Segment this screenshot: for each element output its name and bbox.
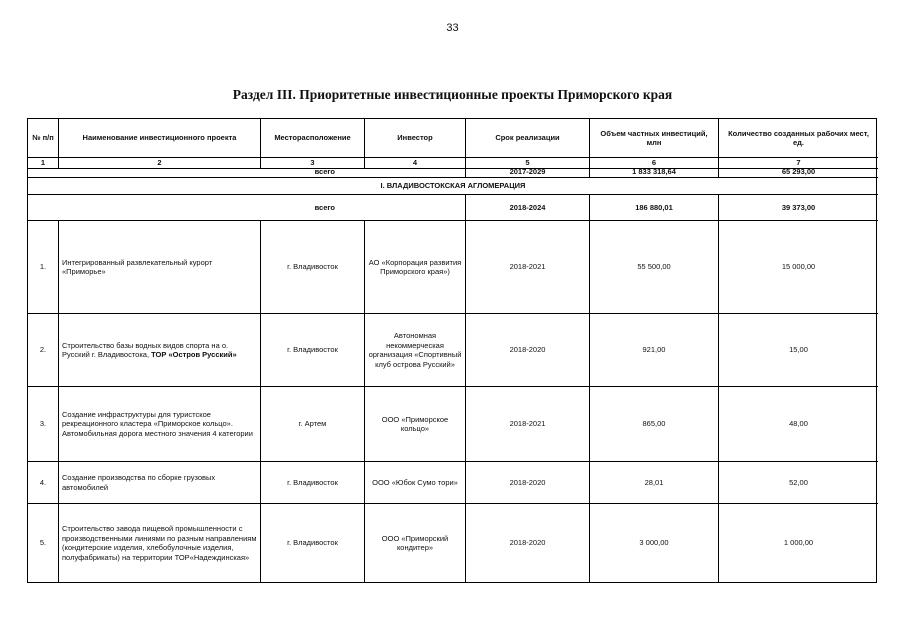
header-cell: Месторасположение xyxy=(261,119,365,158)
section-total-jobs: 39 373,00 xyxy=(719,195,878,221)
column-number: 3 xyxy=(261,158,365,169)
section-name: I. ВЛАДИВОСТОКСКАЯ АГЛОМЕРАЦИЯ xyxy=(28,177,878,195)
project-period: 2018-2020 xyxy=(466,314,590,387)
table-row xyxy=(28,387,876,462)
project-investor: ООО «Приморский кондитер» xyxy=(365,504,466,582)
total-label: всего xyxy=(28,167,466,178)
header-cell: Количество созданных рабочих мест, ед. xyxy=(719,119,878,158)
project-period: 2018-2021 xyxy=(466,387,590,462)
grand-total-row xyxy=(28,167,876,177)
section-total-label: всего xyxy=(28,195,466,221)
section-total-investment: 186 880,01 xyxy=(590,195,719,221)
section-total-row xyxy=(28,195,876,221)
section-total-period: 2018-2024 xyxy=(466,195,590,221)
column-number: 5 xyxy=(466,158,590,169)
column-number: 6 xyxy=(590,158,719,169)
project-location: г. Владивосток xyxy=(261,504,365,582)
project-investor: АО «Корпорация развития Приморского края») xyxy=(365,221,466,314)
project-investor: ООО «Приморское кольцо» xyxy=(365,387,466,462)
header-cell: Инвестор xyxy=(365,119,466,158)
row-number: 2. xyxy=(28,314,59,387)
header-cell: Срок реализации xyxy=(466,119,590,158)
project-name: Создание инфраструктуры для туристское рекреационного кластера «Приморское кольцо». Автомобильная дорога местного значения 4 категории xyxy=(59,387,261,462)
row-number: 3. xyxy=(28,387,59,462)
project-investor: ООО «Юбок Сумо тори» xyxy=(365,462,466,504)
table-row xyxy=(28,504,876,582)
header-cell: Объем частных инвестиций, млн xyxy=(590,119,719,158)
project-name: Строительство базы водных видов спорта на о. Русский г. Владивостока, ТОР «Остров Русский» xyxy=(59,314,261,387)
project-period: 2018-2020 xyxy=(466,504,590,582)
project-investor: Автономная некоммерческая организация «Спортивный клуб острова Русский» xyxy=(365,314,466,387)
header-cell: № п/п xyxy=(28,119,59,158)
project-location: г. Владивосток xyxy=(261,314,365,387)
column-number: 7 xyxy=(719,158,878,169)
project-name: Интегрированный развлекательный курорт «Приморье» xyxy=(59,221,261,314)
project-investment: 921,00 xyxy=(590,314,719,387)
total-jobs: 65 293,00 xyxy=(719,167,878,178)
project-investment: 55 500,00 xyxy=(590,221,719,314)
row-number: 4. xyxy=(28,462,59,504)
column-number-row xyxy=(28,158,876,167)
project-location: г. Владивосток xyxy=(261,462,365,504)
project-location: г. Артем xyxy=(261,387,365,462)
project-investment: 3 000,00 xyxy=(590,504,719,582)
section-header-row xyxy=(28,177,876,195)
project-investment: 865,00 xyxy=(590,387,719,462)
column-number: 1 xyxy=(28,158,59,169)
project-location: г. Владивосток xyxy=(261,221,365,314)
project-name: Строительство завода пищевой промышленности с производственными линиями по разным направлениям (кондитерские изделия, хлебобулочные изделия, полуфабрикаты) на территории ТОР«Надеждинская» xyxy=(59,504,261,582)
table-row xyxy=(28,221,876,314)
total-period: 2017-2029 xyxy=(466,167,590,178)
section-title: Раздел III. Приоритетные инвестиционные проекты Приморского края xyxy=(232,87,673,102)
row-number: 1. xyxy=(28,221,59,314)
project-jobs: 52,00 xyxy=(719,462,878,504)
investment-projects-table xyxy=(27,118,877,583)
project-name: Создание производства по сборке грузовых автомобилей xyxy=(59,462,261,504)
column-number: 4 xyxy=(365,158,466,169)
project-jobs: 15,00 xyxy=(719,314,878,387)
total-investment: 1 833 318,64 xyxy=(590,167,719,178)
column-number: 2 xyxy=(59,158,261,169)
project-investment: 28,01 xyxy=(590,462,719,504)
table-row xyxy=(28,462,876,504)
project-jobs: 48,00 xyxy=(719,387,878,462)
header-cell: Наименование инвестиционного проекта xyxy=(59,119,261,158)
project-period: 2018-2021 xyxy=(466,221,590,314)
page-number: 33 xyxy=(446,22,459,34)
project-jobs: 15 000,00 xyxy=(719,221,878,314)
project-jobs: 1 000,00 xyxy=(783,538,814,548)
row-number: 5. xyxy=(28,504,59,582)
table-row xyxy=(28,314,876,387)
project-period: 2018-2020 xyxy=(466,462,590,504)
table-header-row xyxy=(28,119,876,158)
